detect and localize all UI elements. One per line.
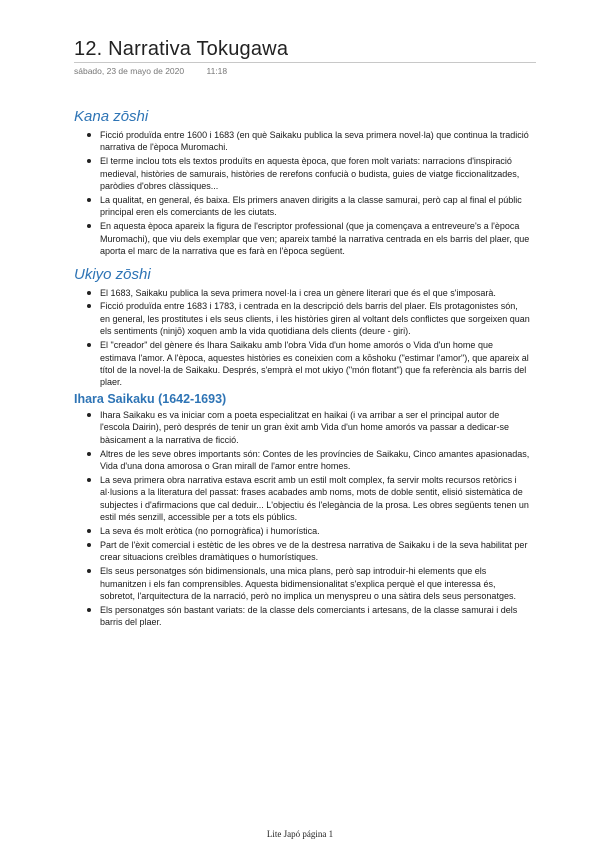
list-item: En aquesta època apareix la figura de l'escriptor professional (que ja començava a entreveure's a l'època Muromachi), que viu dels exemplar que ven; apareix també la narrativa centrada en els barris del plaer, que aporta el marc de la narrativa que es farà en l'època següent. <box>100 221 530 257</box>
list-item: El "creador" del gènere és Ihara Saikaku amb l'obra Vida d'un home amorós o Vida d'un home que estimava l'amor. A l'època, aquestes històries es coneixien com a kōshoku ("estimar l'amor"), que apareix al títol de la novel·la de Saikaku. Després, s'emprà el mot ukiyo ("món flotant") que fa referència als barris del plaer. <box>100 340 529 388</box>
list-item: Els personatges són bastant variats: de la classe dels comerciants i artesans, de la classe samurai i dels barris del plaer. <box>100 604 530 629</box>
bullet-list <box>74 409 530 629</box>
list-item: Ficció produïda entre 1683 i 1783, i centrada en la descripció dels barris del plaer. Els protagonistes són, en general, les prostitutes i els seus clients, i les històries giren al voltant dels conflictes que sorgeixen quan els sentiments (ninjō) xoquen amb la vida quotidiana dels clients (deure - giri). <box>100 301 530 337</box>
list-item: Part de l'èxit comercial i estètic de les obres ve de la destresa narrativa de Saikaku i de la seva habilitat per crear situacions creïbles dramàtiques o humorístiques. <box>100 539 530 564</box>
list-item: El terme inclou tots els textos produïts en aquesta època, que foren molt variats: narracions d'inspiració medieval, històries de samurais, històries de rerefons confucià o budista, guies de viatge ficcionalitzades, paròdies d'obres clàssiques... <box>100 155 530 192</box>
page-title: 12. Narrativa Tokugawa <box>74 38 289 60</box>
list-item: Ihara Saikaku es va iniciar com a poeta especialitzat en haikai (i va arribar a ser el principal autor de l'escola Dairin), però després de tenir un gran èxit amb Vida d'un home amorós va passar a dedicar-se bàsicament a la narrativa de ficció. <box>100 409 530 446</box>
list-item: Ficció produïda entre 1600 i 1683 (en què Saikaku publica la seva primera novel·la) que continua la tradició narrativa de l'època Muromachi. <box>100 130 529 153</box>
bullet-list <box>74 287 530 389</box>
list-item: El 1683, Saikaku publica la seva primera novel·la i crea un gènere literari que és el que s'imposarà. <box>100 287 530 299</box>
list-item: La seva primera obra narrativa estava escrit amb un estil molt complex, fa servir molts recursos retòrics i al·lusions a la literatura del passat: frases acabades amb noms, mots de doble sentit, elisió sistemàtica de subjectes i d'afirmacions que cal deduir... L'objectiu és l'elegància de la prosa. Les obres següents tenen un estil més senzill, accessible per a tots els públics. <box>100 474 529 523</box>
title-rule <box>74 62 536 63</box>
section-heading: Kana zōshi <box>74 108 149 125</box>
list-item: La seva és molt eròtica (no pornogràfica) i humorística. <box>100 525 530 537</box>
page-time: 11:18 <box>206 66 228 76</box>
section-ihara-saikaku <box>74 391 530 629</box>
page-content <box>74 108 530 637</box>
page-footer: Lite Japó página 1 <box>266 829 334 839</box>
list-item: Els seus personatges són bidimensionals, una mica plans, però sap introduir-hi elements que els humanitzen i els fan comprensibles. Aquesta bidimensionalitat s'explica perquè el que interessa és, sobretot, l'arquitectura de la narració, però no implica un menyspreu o una sàtira dels seus personatges. <box>100 565 530 602</box>
bullet-list <box>74 129 530 258</box>
section-ukiyo-zoshi <box>74 266 530 389</box>
page-meta <box>74 66 227 76</box>
section-heading: Ihara Saikaku (1642-1693) <box>74 391 227 406</box>
list-item: Altres de les seve obres importants són: Contes de les províncies de Saikaku, Cinco amantes apasionadas, Vida d'una dona amorosa o Gran mirall de l'amor entre homes. <box>100 448 530 471</box>
section-kana-zoshi <box>74 108 530 258</box>
list-item: La qualitat, en general, és baixa. Els primers anaven dirigits a la classe samurai, però cap al final el públic principal eren els comerciants de les ciutats. <box>100 194 530 219</box>
section-heading: Ukiyo zōshi <box>74 265 151 283</box>
page-date: sábado, 23 de mayo de 2020 <box>74 66 185 76</box>
